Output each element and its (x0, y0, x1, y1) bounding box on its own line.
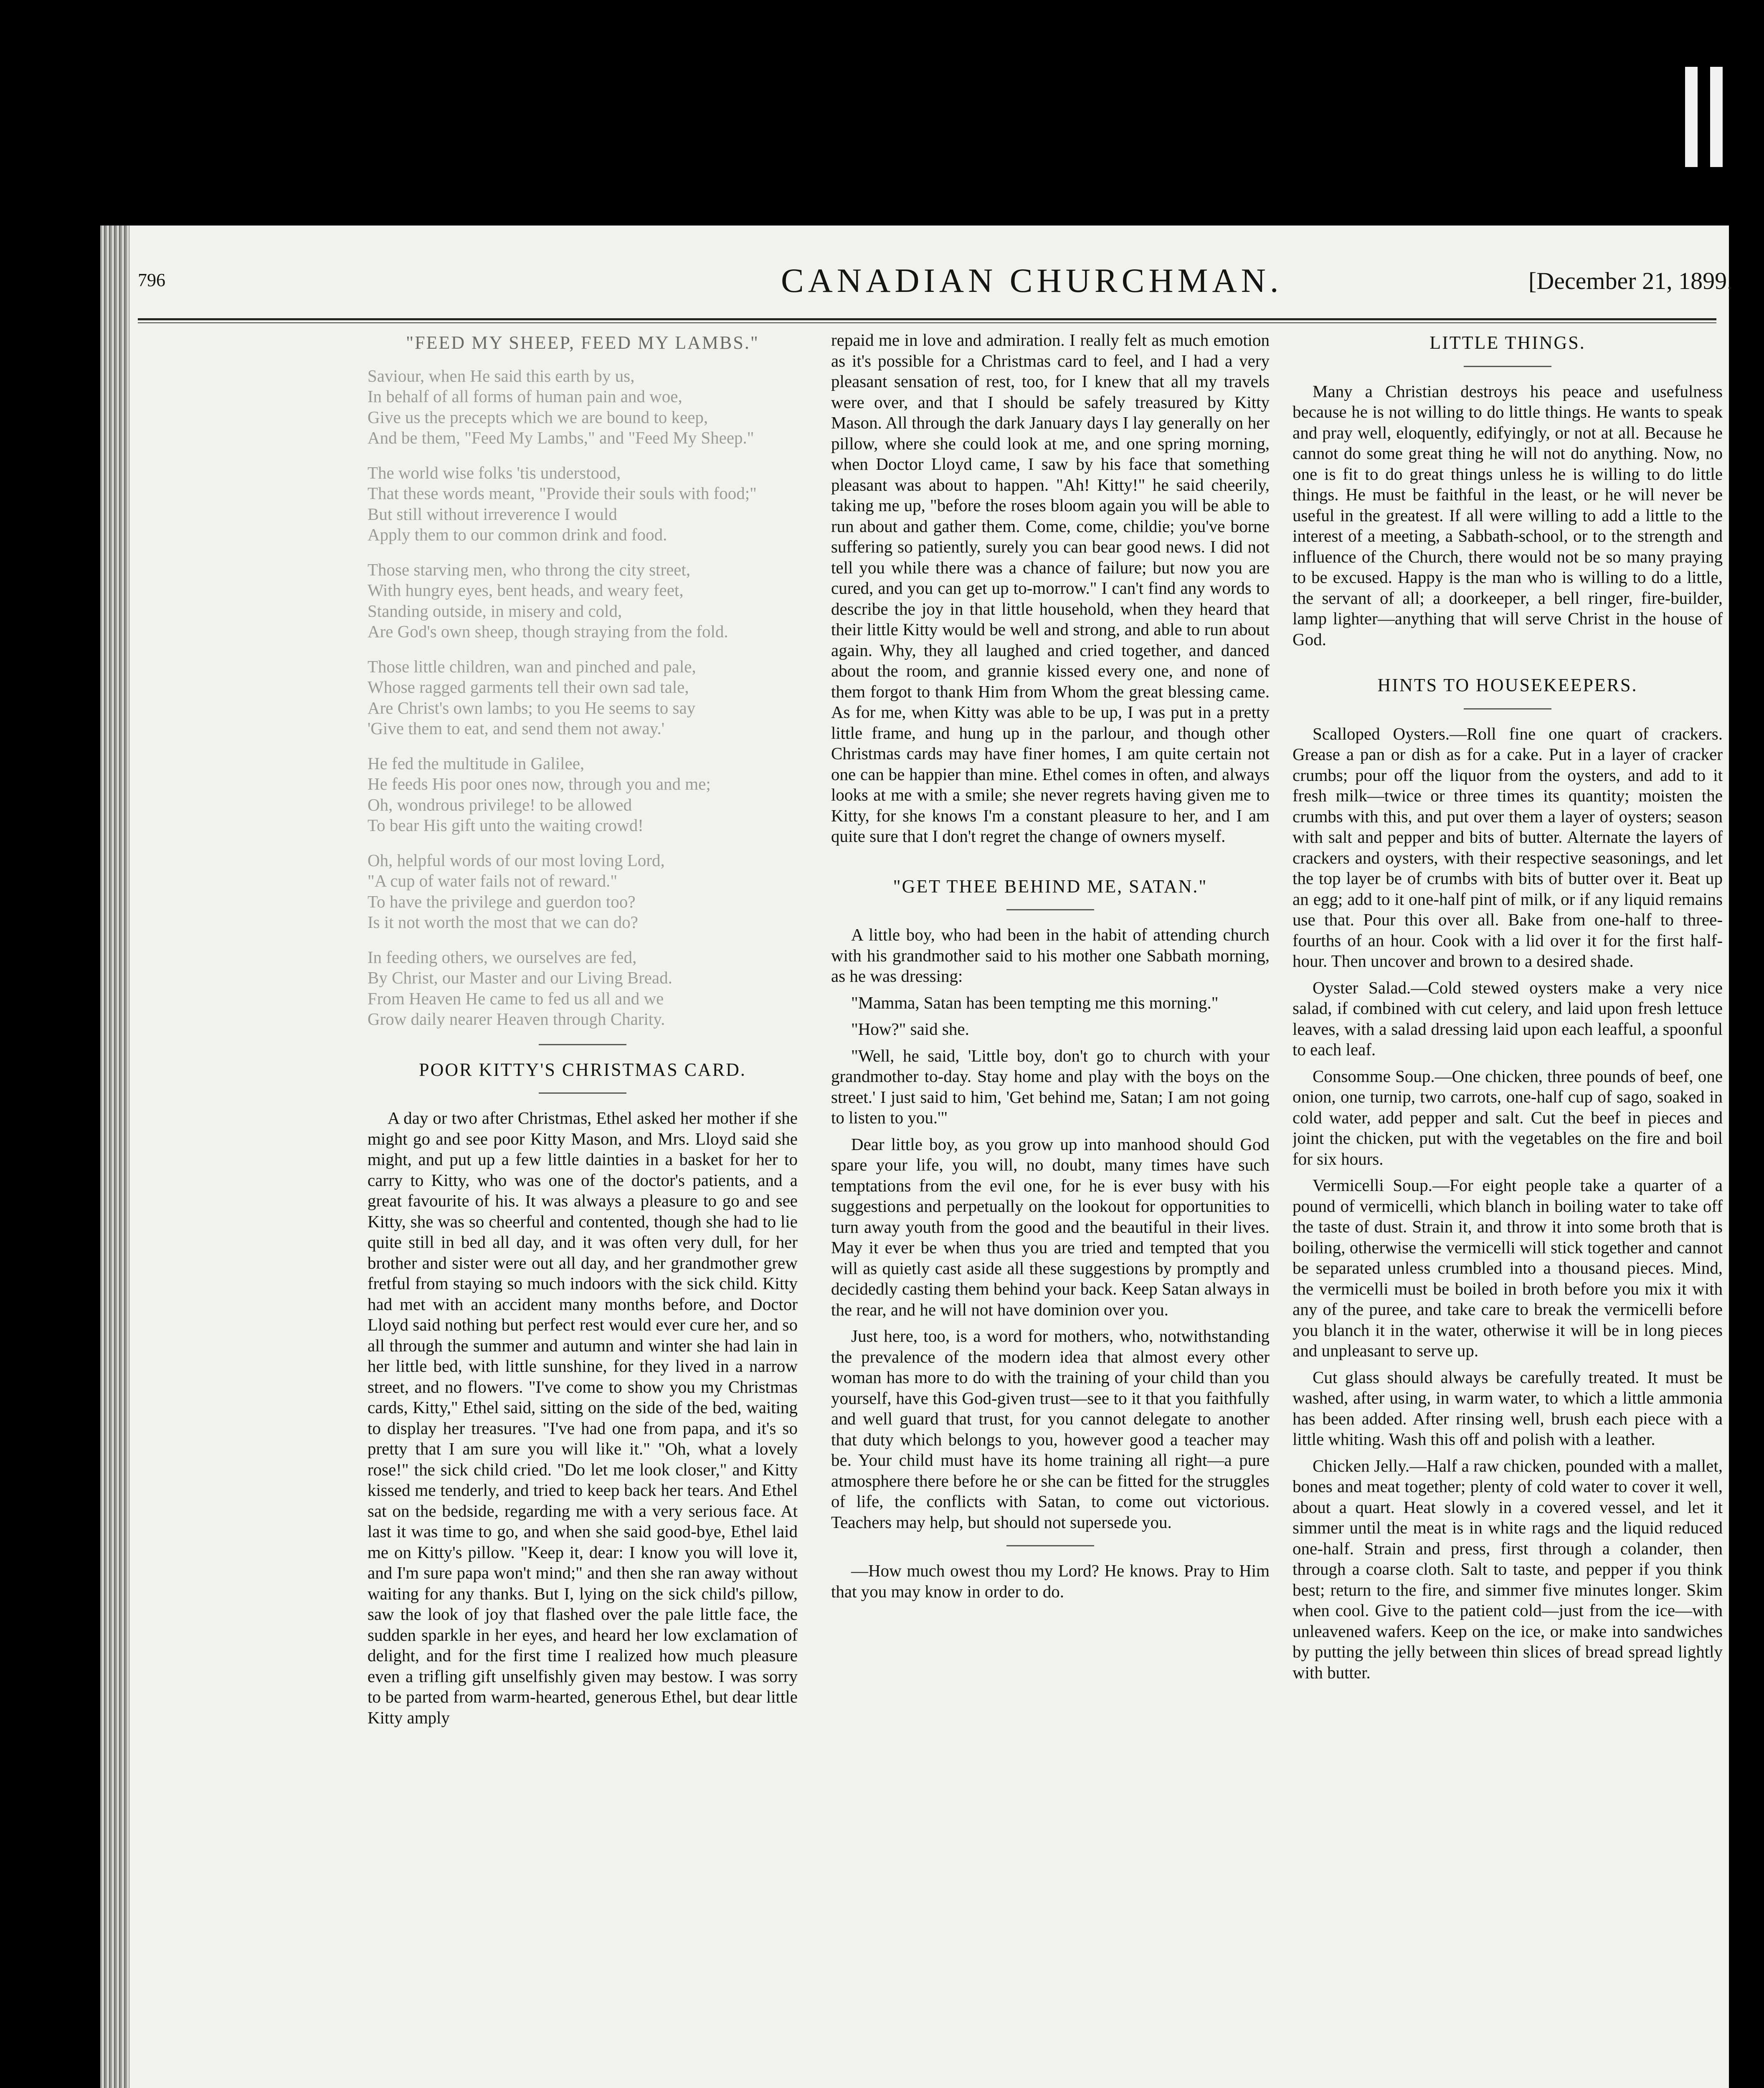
section-divider (539, 1044, 626, 1045)
owest-paragraph: —How much owest thou my Lord? He knows. Pray to Him that you may know in order to do. (831, 1561, 1270, 1601)
poem-line: Apply them to our common drink and food. (368, 525, 667, 544)
poem-stanza (368, 753, 798, 836)
page-number: 796 (138, 270, 165, 290)
poem-line: In feeding others, we ourselves are fed, (368, 947, 637, 967)
story-title: POOR KITTY'S CHRISTMAS CARD. (419, 1059, 746, 1080)
poem-stanza (368, 463, 798, 545)
poem-line: He fed the multitude in Galilee, (368, 753, 585, 773)
hint-paragraph: Vermicelli Soup.—For eight people take a quarter of a pound of vermicelli, which blanch in boiling water to take off the taste of dust. Strain it, and throw it into some broth that is boiling, otherwise the vermicelli will stick together and cannot be separated unless crumbled into a thousand pieces. Mind, the vermicelli must be boiled in broth before you mix it with any of the puree, and take care to break the vermicelli before you blanch it in the water, otherwise it will be in long pieces and unpleasant to serve up. (1293, 1176, 1723, 1360)
story-paragraph: A day or two after Christmas, Ethel asked her mother if she might go and see poor Kitty Mason, and Mrs. Lloyd said she might, and put up a few little dainties in a basket for her to carry to Kitty, who was one of the doctor's patients, and a great favourite of his. It was always a pleasure to go and see Kitty, she was so cheerful and contented, though she had to lie quite still in bed all day, and it was often very dull, for her brother and sister were out all day, and her grandmother grew fretful from staying so much indoors with the sick child. Kitty had met with an accident many months before, and Doctor Lloyd said nothing but perfect rest would ever cure her, and so all through the summer and autumn and winter she had lain in her little bed, with little sunshine, for they lived in a narrow street, and no flowers. "I've come to show you my Christmas cards, Kitty," Ethel said, sitting on the side of the bed, waiting to display her treasures. "I've had one from papa, and it's so pretty that I am sure you will like it." "Oh, what a lovely rose!" the sick child cried. "Do let me look closer," and Kitty kissed me tenderly, and tried to keep back her tears. And Ethel sat on the bedside, regarding me with a very serious face. At last it was time to go, and when she said good-bye, Ethel laid me on Kitty's pillow. "Keep it, dear: I know you will love it, and I'm sure papa won't mind;" and then she ran away without waiting for any thanks. But I, lying on the sick child's pillow, saw the look of joy that flashed over the pale little face, the sudden sparkle in her eyes, and heard her low exclamation of delight, and for the first time I realized how much pleasure even a trifling gift unselfishly given may bestow. I was sorry to be parted from warm-hearted, generous Ethel, but dear little Kitty amply (368, 1108, 798, 1727)
poem-line: The world wise folks 'tis understood, (368, 463, 621, 482)
poem-line: Those starving men, who throng the city street, (368, 560, 691, 579)
poem-stanza (368, 850, 798, 933)
story-continued: repaid me in love and admiration. I really felt as much emotion as it's possible for a Christmas card to feel, and I had a very pleasant sensation of rest, too, for I knew that all my travels were over, and that I should be safely treasured by Kitty Mason. All through the dark January days I lay generally on her pillow, where she could look at me, and one spring morning, when Doctor Lloyd came, I saw by his face that something pleasant was about to happen. "Ah! Kitty!" he said cheerily, taking me up, "before the roses bloom again you will be able to run about and gather them. Come, come, childie; you've borne suffering so patiently, surely you can bear good news. I did not tell you while there was a chance of failure; but now you are cured, and you can get up to-morrow." I can't find any words to describe the joy in that little household, when they heard that their little Kitty would be well and strong, and able to run about again. Why, they all laughed and cried together, and danced about the room, and grannie kissed every one, and none of them forgot to thank Him from Whom the great blessing came. As for me, when Kitty was able to be up, I was put in a pretty little frame, and hung up in the parlour, and though other Christmas cards may have finer homes, I am quite certain not one can be happier than mine. Ethel comes in often, and always looks at me with a smile; she never regrets having given me to Kitty, for she knows I'm a constant pleasure to her, and I am quite sure that I don't regret the change of owners myself. (831, 330, 1270, 846)
section-divider (1006, 909, 1094, 910)
poem-stanza (368, 366, 798, 449)
poem-line: To have the privilege and guerdon too? (368, 892, 636, 911)
hint-paragraph: Scalloped Oysters.—Roll fine one quart of crackers. Grease a pan or dish as for a cake. Put in a layer of cracker crumbs; pour off the liquor from the oysters, and add to it fresh milk—twice or three times its quantity; moisten the crumbs with this, and put over them a layer of oysters; season with salt and pepper and bits of butter. Alternate the layers of crackers and oysters, with their respective seasonings, and let the top layer be of crumbs with bits of butter over it. Beat up an egg; add to it one-half pint of milk, or if any liquid remains use that. Pour this over all. Bake from one-half to three-fourths of an hour. Cook with a lid over it for the first half-hour. Then uncover and brown to a desired shade. (1293, 724, 1723, 971)
poem-line: Is it not worth the most that we can do? (368, 912, 638, 932)
poem-line: Grow daily nearer Heaven through Charity. (368, 1009, 665, 1029)
poem-line: He feeds His poor ones now, through you and me; (368, 774, 711, 793)
header-rule (138, 322, 1716, 323)
satan-paragraph: "Mamma, Satan has been tempting me this morning." (851, 993, 1219, 1012)
poem-stanza (368, 947, 798, 1030)
satan-paragraph: "How?" said she. (851, 1019, 969, 1039)
poem-line: Are Christ's own lambs; to you He seems to say (368, 698, 696, 717)
poem (368, 366, 798, 1030)
column-2 (831, 330, 1270, 2088)
poem-line: That these words meant, "Provide their souls with food;" (368, 484, 757, 503)
little-things-paragraph: Many a Christian destroys his peace and usefulness because he is not willing to do little things. He wants to speak and pray well, eloquently, edifyingly, or not at all. Because he cannot do some great thing he will not do anything. Now, no one is fit to do great things unless he is willing to do little things. He must be faithful in the least, or he will never be useful in the greatest. If all were willing to add a little to the interest of a meeting, a Sabbath-school, or to the strength and influence of the Church, there would not be so many praying to be excused. Happy is the man who is willing to do a little, the servant of all; a doorkeeper, a bell ringer, fire-builder, lamp lighter—anything that will serve Christ in the house of God. (1293, 381, 1723, 649)
satan-paragraph: "Well, he said, 'Little boy, don't go to church with your grandmother to-day. Stay home and play with the boys on the street.' I just said to him, 'Get behind me, Satan; I am not going to listen to you.'" (831, 1046, 1270, 1127)
poem-line: But still without irreverence I would (368, 504, 617, 524)
section-divider (1464, 708, 1551, 710)
satan-paragraph: A little boy, who had been in the habit of attending church with his grandmother said to his mother one Sabbath morning, as he was dressing: (831, 925, 1270, 986)
issue-date: [December 21, 1899. (1528, 267, 1733, 294)
satan-paragraph: Dear little boy, as you grow up into manhood should God spare your life, you will, no doubt, many times have such temptations from the evil one, for he is ever busy with his suggestions and perpetually on the lookout for opportunities to turn away youth from the good and the beautiful in their lives. May it ever be when thus you are tried and tempted that you will as quietly cast aside all these suggestions by promptly and decidedly casting them behind your back. Keep Satan always in the rear, and he will not have dominion over you. (831, 1134, 1270, 1319)
masthead-title: CANADIAN CHURCHMAN. (781, 261, 1283, 299)
poem-line: And be them, "Feed My Lambs," and "Feed My Sheep." (368, 428, 754, 447)
poem-line: Those little children, wan and pinched and pale, (368, 656, 696, 676)
column-1 (368, 330, 798, 2088)
poem-line: With hungry eyes, bent heads, and weary feet, (368, 580, 684, 600)
poem-stanza (368, 656, 798, 739)
page-edge (100, 226, 129, 2088)
column-3 (1293, 330, 1723, 2088)
poem-line: To bear His gift unto the waiting crowd! (368, 816, 644, 835)
poem-line: By Christ, our Master and our Living Bread. (368, 968, 672, 987)
poem-line: 'Give them to eat, and send them not away.' (368, 719, 665, 738)
section-divider (539, 1092, 626, 1094)
poem-line: Standing outside, in misery and cold, (368, 601, 622, 621)
poem-line: In behalf of all forms of human pain and woe, (368, 387, 682, 406)
header-rule (138, 318, 1716, 320)
poem-line: Are God's own sheep, though straying from the fold. (368, 622, 728, 641)
poem-line: Oh, helpful words of our most loving Lord, (368, 850, 665, 870)
satan-article (831, 925, 1270, 1533)
poem-line: Whose ragged garments tell their own sad tale, (368, 677, 689, 697)
hints-list (1293, 724, 1723, 1683)
hint-paragraph: Cut glass should always be carefully treated. It must be washed, after using, in warm water, to which a little ammonia has been added. After rinsing well, brush each piece with a little whiting. Wash this off and polish with a leather. (1293, 1367, 1723, 1449)
hint-paragraph: Oyster Salad.—Cold stewed oysters make a very nice salad, if combined with cut celery, and laid upon fresh lettuce leaves, with a salad dressing laid upon each leafful, a spoonful to each leaf. (1293, 978, 1723, 1059)
satan-paragraph: Just here, too, is a word for mothers, who, notwithstanding the prevalence of the modern idea that almost every other woman has more to do with the training of your child than you yourself, have this God-given trust—see to it that you faithfully and well guard that trust, for you cannot delegate to another that duty which belongs to you, however good a teacher may be. Your child must have its home training all right—a pure atmosphere there before he or she can be fitted for the struggles of life, the conflicts with Satan, to come out victorious. Teachers may help, but should not supersede you. (831, 1326, 1270, 1532)
registration-bar (1685, 67, 1698, 167)
page-header (138, 261, 1733, 307)
hint-paragraph: Chicken Jelly.—Half a raw chicken, pounded with a mallet, bones and meat together; plenty of cold water to cover it well, about a quart. Heat slowly in a covered vessel, and let it simmer until the meat is in white rags and the liquid reduced one-half. Strain and press, first through a colander, then through a coarse cloth. Salt to taste, and pepper if you think best; return to the fire, and simmer five minutes longer. Skim when cool. Give to the patient cold—just from the ice—with unleavened wafers. Keep on the ice, or make into sandwiches by putting the jelly between thin slices of bread spread lightly with butter. (1293, 1456, 1723, 1682)
hints-title: HINTS TO HOUSEKEEPERS. (1377, 675, 1638, 695)
poem-line: Saviour, when He said this earth by us, (368, 366, 635, 385)
poem-stanza (368, 560, 798, 642)
hint-paragraph: Consomme Soup.—One chicken, three pounds of beef, one onion, one turnip, two carrots, one-half cup of sago, soaked in cold water, add pepper and salt. Cut the beef in pieces and joint the chicken, put with the vegetables on the fire and boil for six hours. (1293, 1066, 1723, 1168)
section-divider (1464, 366, 1551, 367)
poem-line: From Heaven He came to fed us all and we (368, 988, 664, 1008)
poem-line: "A cup of water fails not of reward." (368, 871, 618, 890)
satan-title: "GET THEE BEHIND ME, SATAN." (893, 876, 1208, 897)
little-things-title: LITTLE THINGS. (1429, 332, 1586, 353)
poem-title: "FEED MY SHEEP, FEED MY LAMBS." (406, 332, 759, 353)
poem-line: Oh, wondrous privilege! to be allowed (368, 795, 632, 814)
poem-line: Give us the precepts which we are bound to keep, (368, 407, 708, 427)
section-divider (1006, 1545, 1094, 1546)
registration-bar (1710, 67, 1723, 167)
